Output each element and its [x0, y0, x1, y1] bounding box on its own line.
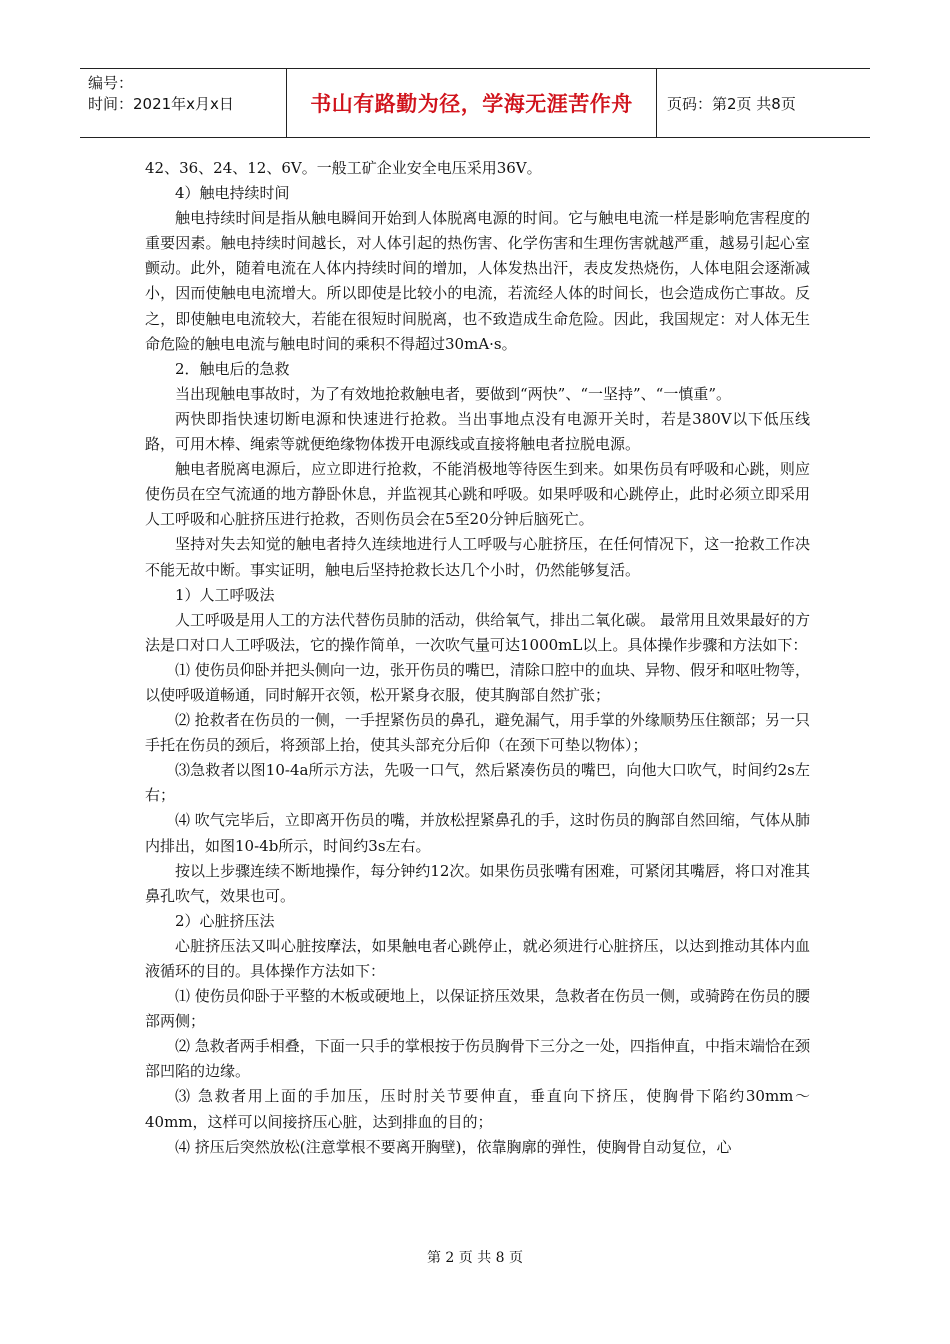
header-motto: 书山有路勤为径，学海无涯苦作舟 [287, 69, 657, 137]
section-heading: 2．触电后的急救 [175, 359, 290, 378]
paragraph: 42、36、24、12、6V。一般工矿企业安全电压采用36V。 [145, 159, 542, 177]
paragraph: 当出现触电事故时，为了有效地抢救触电者，要做到“两快”、“一坚持”、“一慎重”。 [175, 384, 732, 403]
paragraph: 触电者脱离电源后，应立即进行抢救，不能消极地等待医生到来。如果伤员有呼吸和心跳，则应使伤员在空气流通的地方静卧休息，并监视其心跳和呼吸。如果呼吸和心跳停止，此时必须立即采用人工呼吸和心脏挤压进行抢救，否则伤员会在5至20分钟后脑死亡。 [145, 460, 810, 529]
paragraph: 坚持对失去知觉的触电者持久连续地进行人工呼吸与心脏挤压，在任何情况下，这一抢救工作决不能无故中断。事实证明，触电后坚持抢救长达几个小时，仍然能够复活。 [145, 535, 810, 579]
section-heading: 4）触电持续时间 [175, 184, 290, 203]
list-item: ⑴ 使伤员仰卧于平整的木板或硬地上，以保证挤压效果，急救者在伤员一侧，或骑跨在伤员的腰部两侧； [145, 987, 810, 1031]
list-item: ⑷ 吹气完毕后，立即离开伤员的嘴，并放松捏紧鼻孔的手，这时伤员的胸部自然回缩，气体从肺内排出，如图10-4b所示，时间约3s左右。 [145, 811, 810, 855]
header-meta [80, 69, 287, 137]
page-footer: 第 2 页 共 8 页 [426, 1250, 524, 1266]
document-body [145, 156, 810, 1160]
list-item: ⑵ 急救者两手相叠，下面一只手的掌根按于伤员胸骨下三分之一处，四指伸直，中指末端恰在颈部凹陷的边缘。 [145, 1037, 810, 1081]
section-heading: 1）人工呼吸法 [175, 585, 275, 604]
paragraph: 两快即指快速切断电源和快速进行抢救。当出事地点没有电源开关时，若是380V以下低压线路，可用木棒、绳索等就便绝缘物体拨开电源线或直接将触电者拉脱电源。 [145, 409, 810, 454]
page-header [80, 68, 870, 138]
paragraph: 按以上步骤连续不断地操作，每分钟约12次。如果伤员张嘴有困难，可紧闭其嘴唇，将口对准其鼻孔吹气，效果也可。 [145, 861, 810, 905]
list-item: ⑶ 急救者用上面的手加压，压时肘关节要伸直，垂直向下挤压，使胸骨下陷约30mm～40mm，这样可以间接挤压心脏，达到排血的目的； [145, 1087, 810, 1131]
list-item: ⑵ 抢救者在伤员的一侧，一手捏紧伤员的鼻孔，避免漏气，用手掌的外缘顺势压住额部；另一只手托在伤员的颈后，将颈部上抬，使其头部充分后仰（在颈下可垫以物体）； [145, 711, 810, 755]
list-item: ⑷ 挤压后突然放松(注意掌根不要离开胸壁)，依靠胸廓的弹性，使胸骨自动复位，心 [175, 1137, 732, 1156]
header-page-info: 页码：第2页 共8页 [667, 94, 796, 113]
paragraph: 心脏挤压法又叫心脏按摩法，如果触电者心跳停止，就必须进行心脏挤压，以达到推动其体内血液循环的目的。具体操作方法如下： [145, 936, 810, 980]
list-item: ⑴ 使伤员仰卧并把头侧向一边，张开伤员的嘴巴，清除口腔中的血块、异物、假牙和呕吐物等，以使呼吸道畅通，同时解开衣领，松开紧身衣服，使其胸部自然扩张； [145, 660, 810, 704]
paragraph: 触电持续时间是指从触电瞬间开始到人体脱离电源的时间。它与触电电流一样是影响危害程度的重要因素。触电持续时间越长，对人体引起的热伤害、化学伤害和生理伤害就越严重，越易引起心室颤动。此外，随着电流在人体内持续时间的增加，人体发热出汗，表皮发热烧伤，人体电阻会逐渐减小，因而使触电电流增大。所以即使是比较小的电流，若流经人体的时间长，也会造成伤亡事故。反之，即使触电电流较大，若能在很短时间脱离，也不致造成生命危险。因此，我国规定：对人体无生命危险的触电电流与触电时间的乘积不得超过30mA·s。 [145, 209, 810, 353]
doc-number-label: 编号： [88, 74, 134, 92]
doc-date: 时间：2021年x月x日 [88, 95, 234, 113]
section-heading: 2）心脏挤压法 [175, 911, 275, 930]
list-item: ⑶急救者以图10-4a所示方法，先吸一口气，然后紧凑伤员的嘴巴，向他大口吹气，时间约2s左右； [145, 761, 810, 805]
paragraph: 人工呼吸是用人工的方法代替伤员肺的活动，供给氧气，排出二氧化碳。 最常用且效果最好的方法是口对口人工呼吸法，它的操作简单，一次吹气量可达1000mL以上。具体操作步骤和方法如下： [145, 610, 810, 654]
